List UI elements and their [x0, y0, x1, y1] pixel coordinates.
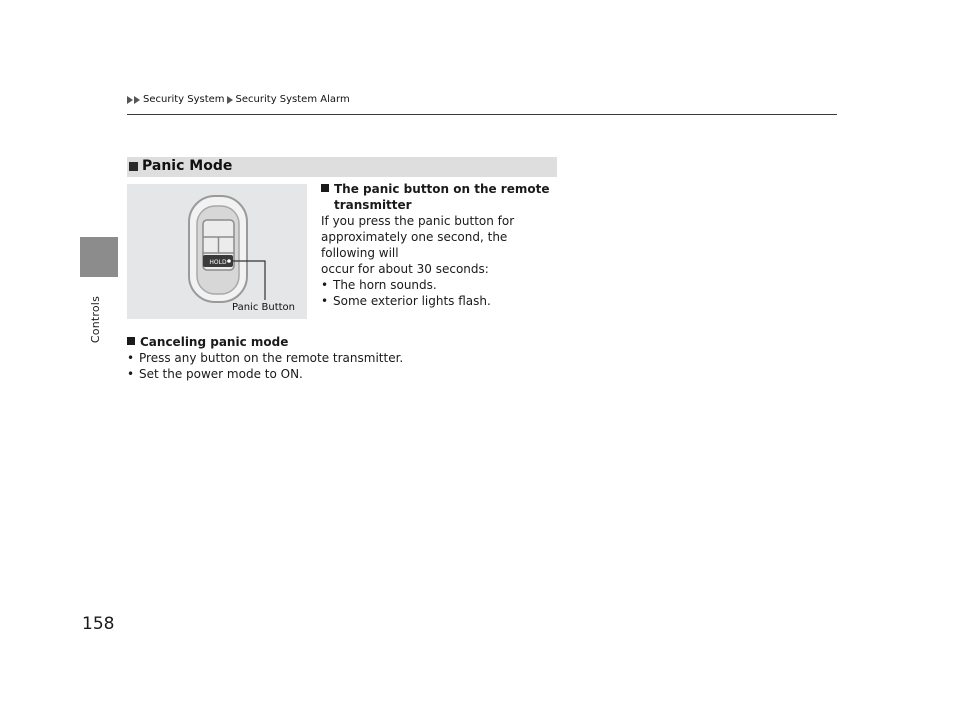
transmitter-body-line: If you press the panic button for [321, 214, 515, 228]
bullet-text: Set the power mode to ON. [139, 367, 303, 381]
breadcrumb-arrow-icon [227, 96, 233, 104]
panic-button-caption: Panic Button [232, 302, 295, 313]
canceling-section [127, 334, 403, 382]
bullet-dot-icon: • [321, 278, 329, 292]
bullet-dot-icon: • [127, 351, 135, 365]
bullet-dot-icon: • [321, 294, 329, 308]
list-item [321, 277, 561, 293]
section-title-text: Panic Mode [142, 158, 233, 174]
list-item [127, 350, 403, 366]
bullet-dot-icon: • [127, 367, 135, 381]
list-item [127, 366, 403, 382]
side-chapter-label: Controls [89, 296, 102, 344]
key-fob-hold-label: HOLD [209, 259, 227, 266]
breadcrumb-item-security-system[interactable]: Security System [143, 94, 225, 105]
side-chapter-tab [80, 237, 118, 277]
page-number: 158 [82, 614, 115, 634]
canceling-heading [127, 334, 403, 350]
key-fob-illustration [127, 184, 307, 319]
header-rule [127, 114, 837, 115]
key-fob-icon [127, 184, 307, 319]
canceling-heading-text: Canceling panic mode [140, 335, 289, 349]
transmitter-heading-line1: The panic button on the remote [334, 182, 550, 196]
section-title [129, 158, 232, 174]
transmitter-body-line: occur for about 30 seconds: [321, 262, 489, 276]
breadcrumb-arrow-icon [134, 96, 140, 104]
transmitter-section [321, 181, 561, 309]
bullet-text: Some exterior lights flash. [333, 294, 491, 308]
square-bullet-icon [129, 162, 138, 171]
breadcrumb-arrow-icon [127, 96, 133, 104]
transmitter-body-line: approximately one second, the following will [321, 230, 508, 260]
transmitter-heading-line2: transmitter [334, 198, 412, 212]
bullet-text: The horn sounds. [333, 278, 437, 292]
bullet-text: Press any button on the remote transmitter. [139, 351, 404, 365]
square-bullet-icon [321, 184, 329, 192]
list-item [321, 293, 561, 309]
breadcrumb-item-security-system-alarm[interactable]: Security System Alarm [235, 94, 350, 105]
breadcrumb [127, 94, 350, 105]
square-bullet-icon [127, 337, 135, 345]
transmitter-heading [321, 181, 561, 213]
